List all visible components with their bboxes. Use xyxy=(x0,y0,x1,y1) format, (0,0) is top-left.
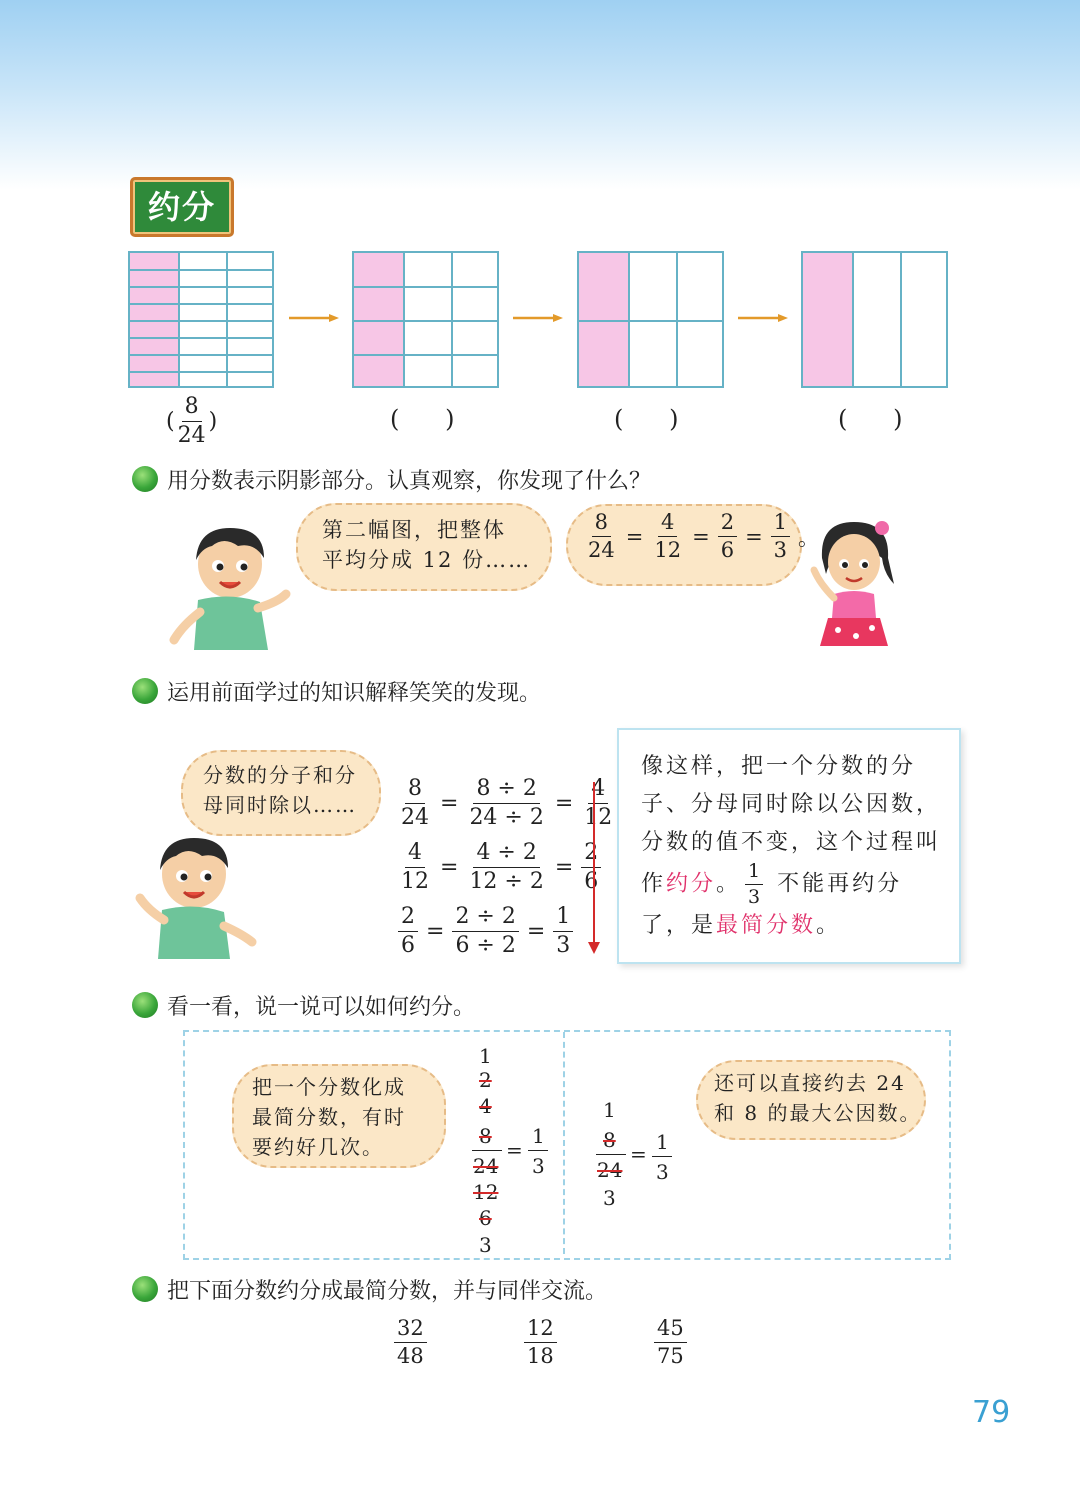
stack-number: 6 xyxy=(479,1206,492,1230)
question-1: 用分数表示阴影部分。认真观察，你发现了什么？ xyxy=(167,469,652,494)
arrow-icon xyxy=(738,314,788,322)
stack-number: 3 xyxy=(479,1233,492,1257)
answer-blank[interactable]: ( ) xyxy=(614,405,679,433)
fraction-bar xyxy=(528,1150,548,1151)
result-denominator: 3 xyxy=(532,1154,545,1178)
result-denominator: 3 xyxy=(656,1160,669,1184)
stack-number: 12 xyxy=(473,1180,499,1204)
equals-sign: = xyxy=(630,1142,647,1166)
result-numerator: 1 xyxy=(656,1130,669,1154)
definition-text: 像这样，把一个分数的分子、分母同时除以公因数，分数的值不变，这个过程叫作约分。 $\frac{1}{3}$ 不能再约分了，是最简分数。 xyxy=(641,754,942,938)
result-numerator: 1 xyxy=(532,1124,545,1148)
boy-character-icon xyxy=(130,834,258,959)
arrow-icon xyxy=(289,314,339,322)
equation-row: $\frac{4}{12}$ = $\frac{4 \div 2}{12 \div 2}$ = $\frac{2}{6}$ xyxy=(398,842,601,893)
bullet-icon xyxy=(132,992,158,1018)
section-title: 约分 xyxy=(147,188,216,226)
equation-row: $\frac{8}{24}$ = $\frac{8 \div 2}{24 \div 2}$ = $\frac{4}{12}$ xyxy=(401,776,613,830)
girl-character-icon xyxy=(804,514,904,654)
stack-number: 8 xyxy=(479,1124,492,1148)
grid-eighths xyxy=(128,251,274,388)
grid-thirds xyxy=(801,251,948,388)
question-4: 把下面分数约分成最简分数，并与同伴交流。 xyxy=(167,1279,608,1304)
answer-blank[interactable]: ( ) xyxy=(390,405,455,433)
header-sky xyxy=(0,0,1080,190)
stack-number: 24 xyxy=(473,1154,499,1178)
page-number: 79 xyxy=(972,1395,1011,1430)
direct-number: 24 xyxy=(597,1158,623,1182)
stack-number: 4 xyxy=(479,1094,492,1118)
direct-number: 3 xyxy=(603,1186,616,1210)
bullet-icon xyxy=(132,1276,158,1302)
exercise-fraction: $\frac{45}{75}$ xyxy=(654,1318,687,1367)
question-2: 运用前面学过的知识解释笑笑的发现。 xyxy=(167,681,542,706)
fraction-bar xyxy=(472,1150,502,1151)
stack-number: 2 xyxy=(479,1068,492,1092)
direct-number: 8 xyxy=(603,1128,616,1152)
grid-twelfths xyxy=(352,251,499,388)
speech-line: 还可以直接约去 24 xyxy=(714,1071,906,1095)
box-divider xyxy=(563,1032,565,1254)
boy-speech-line: 平均分成 12 份…… xyxy=(322,548,532,572)
stack-number: 1 xyxy=(479,1044,492,1068)
boy-speech-line: 分数的分子和分 xyxy=(203,763,357,787)
section-title-box xyxy=(130,177,234,237)
direct-number: 1 xyxy=(603,1098,616,1122)
definition-note xyxy=(617,728,961,964)
speech-line: 和 8 的最大公因数。 xyxy=(714,1101,922,1125)
exercise-fraction: $\frac{12}{18}$ xyxy=(524,1318,557,1367)
fraction-bar xyxy=(652,1156,672,1157)
answer-blank[interactable]: ( ) xyxy=(838,405,903,433)
girl-equation: $\frac{8}{24}$ = $\frac{4}{12}$ = $\frac{2}{6}$ = $\frac{1}{3}$ 。 xyxy=(588,510,820,562)
equation-row: $\frac{2}{6}$ = $\frac{2 \div 2}{6 \div 2}$ = $\frac{1}{3}$ xyxy=(398,906,573,957)
speech-line: 把一个分数化成 xyxy=(252,1075,406,1099)
boy-speech-line: 母同时除以…… xyxy=(203,793,357,817)
equals-sign: = xyxy=(506,1138,523,1162)
answer-first: ( $\frac{8}{24}$ ) xyxy=(166,394,218,448)
boy-speech-line: 第二幅图，把整体 xyxy=(322,518,506,542)
speech-line: 最简分数，有时 xyxy=(252,1105,406,1129)
arrow-icon xyxy=(513,314,563,322)
boy-character-icon xyxy=(168,522,293,650)
grid-sixths xyxy=(577,251,724,388)
fraction-bar xyxy=(596,1154,626,1155)
bullet-icon xyxy=(132,466,158,492)
down-arrow-icon xyxy=(588,782,600,954)
exercise-fraction: $\frac{32}{48}$ xyxy=(394,1318,427,1367)
speech-line: 要约好几次。 xyxy=(252,1135,384,1159)
bullet-icon xyxy=(132,678,158,704)
question-3: 看一看，说一说可以如何约分。 xyxy=(167,995,476,1020)
